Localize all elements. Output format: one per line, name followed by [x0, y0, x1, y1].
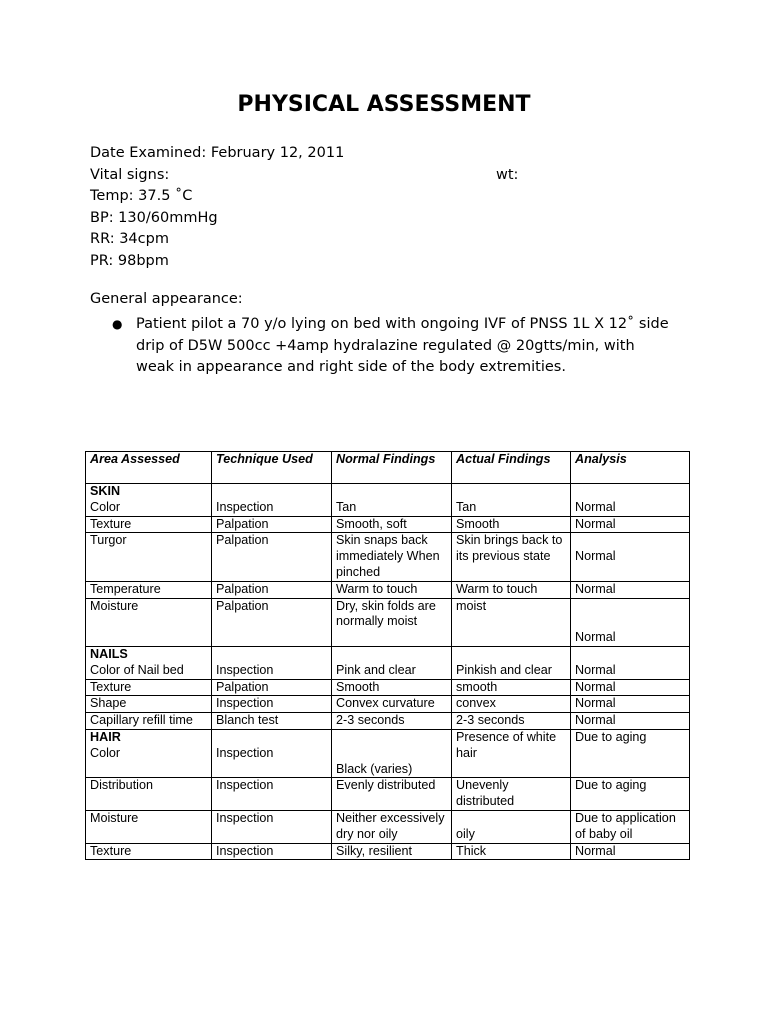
- date-examined: Date Examined: February 12, 2011: [90, 145, 345, 161]
- area-text: Color of Nail bed: [90, 662, 184, 677]
- cell-actual: [452, 516, 571, 533]
- cell-analysis: [571, 778, 690, 811]
- cell-normal: [332, 713, 452, 730]
- normal-text: Evenly distributed: [336, 778, 436, 793]
- cell-technique: [212, 581, 332, 598]
- normal-text: Silky, resilient: [336, 843, 413, 858]
- cell-spacer: [216, 730, 327, 746]
- actual-text: Skin brings back to its previous state: [456, 533, 563, 564]
- cell-technique: [212, 778, 332, 811]
- cell-technique: [212, 843, 332, 860]
- cell-spacer: [575, 599, 685, 615]
- rr-value: RR: 34cpm: [90, 231, 169, 248]
- actual-text: Unevenly distributed: [456, 778, 515, 809]
- cell-analysis: [571, 696, 690, 713]
- actual-text: Tan: [456, 499, 477, 514]
- technique-text: Palpation: [216, 679, 269, 694]
- table-row: [86, 810, 690, 843]
- actual-text: Warm to touch: [456, 581, 538, 596]
- vital-signs-row: [90, 165, 690, 187]
- cell-spacer: [336, 730, 447, 746]
- table-row: [86, 729, 690, 777]
- normal-text: Skin snaps back immediately When pinched: [336, 533, 440, 579]
- technique-text: Inspection: [216, 745, 274, 760]
- cell-area: [86, 484, 212, 517]
- table-row: [86, 713, 690, 730]
- normal-text: Smooth, soft: [336, 516, 407, 531]
- cell-normal: [332, 696, 452, 713]
- actual-text: Thick: [456, 843, 487, 858]
- general-appearance-label: General appearance:: [90, 291, 243, 307]
- area-text: Moisture: [90, 598, 139, 613]
- general-appearance-text: Patient pilot a 70 y/o lying on bed with ongoing IVF of PNSS 1L X 12˚ side drip of D5W 500cc +4amp hydralazine regulated @ 20gtts/min, with weak in appearance and right side of the body extremities.: [136, 316, 669, 376]
- cell-actual: [452, 679, 571, 696]
- table-row: [86, 598, 690, 646]
- analysis-text: Normal: [575, 581, 616, 596]
- area-text: Color: [90, 745, 121, 760]
- cell-actual: [452, 581, 571, 598]
- cell-spacer: [216, 484, 327, 500]
- table-row: [86, 484, 690, 517]
- cell-actual: [452, 484, 571, 517]
- actual-text: convex: [456, 696, 496, 711]
- cell-area: [86, 598, 212, 646]
- technique-text: Blanch test: [216, 713, 279, 728]
- cell-actual: [452, 729, 571, 777]
- area-text: Turgor: [90, 533, 127, 548]
- header-technique-used: Technique Used: [212, 452, 332, 484]
- cell-actual: [452, 713, 571, 730]
- table-row: [86, 843, 690, 860]
- cell-normal: [332, 843, 452, 860]
- cell-actual: [452, 646, 571, 679]
- general-appearance-bullet: [112, 314, 672, 379]
- cell-analysis: [571, 679, 690, 696]
- header-area-assessed: Area Assessed: [86, 452, 212, 484]
- technique-text: Inspection: [216, 662, 274, 677]
- cell-spacer: [575, 614, 685, 630]
- header-analysis: Analysis: [571, 452, 690, 484]
- normal-text: Pink and clear: [336, 662, 416, 677]
- cell-analysis: [571, 516, 690, 533]
- cell-area: [86, 696, 212, 713]
- cell-technique: [212, 533, 332, 581]
- cell-spacer: [575, 533, 685, 549]
- cell-analysis: [571, 598, 690, 646]
- table-row: [86, 778, 690, 811]
- table-body: [86, 484, 690, 860]
- cell-technique: [212, 646, 332, 679]
- actual-text: Pinkish and clear: [456, 662, 552, 677]
- vital-info-block: [90, 143, 690, 273]
- area-text: Distribution: [90, 778, 153, 793]
- technique-text: Palpation: [216, 598, 269, 613]
- table-row: [86, 679, 690, 696]
- table-row: [86, 646, 690, 679]
- analysis-text: Due to aging: [575, 778, 647, 793]
- cell-technique: [212, 729, 332, 777]
- cell-spacer: [575, 484, 685, 500]
- cell-analysis: [571, 729, 690, 777]
- cell-normal: [332, 598, 452, 646]
- analysis-text: Normal: [575, 516, 616, 531]
- cell-technique: [212, 810, 332, 843]
- analysis-text: Normal: [575, 843, 616, 858]
- technique-text: Inspection: [216, 778, 274, 793]
- area-text: Moisture: [90, 810, 139, 825]
- cell-analysis: [571, 484, 690, 517]
- cell-area: [86, 729, 212, 777]
- cell-area: [86, 843, 212, 860]
- weight-label: wt:: [496, 166, 519, 183]
- table-row: [86, 696, 690, 713]
- cell-actual: [452, 533, 571, 581]
- actual-text: Presence of white hair: [456, 729, 557, 760]
- cell-spacer: [336, 746, 447, 762]
- cell-normal: [332, 484, 452, 517]
- table-header-row: [86, 452, 690, 484]
- analysis-text: Due to application of baby oil: [575, 810, 676, 841]
- cell-normal: [332, 679, 452, 696]
- cell-normal: [332, 729, 452, 777]
- cell-technique: [212, 484, 332, 517]
- cell-actual: [452, 598, 571, 646]
- cell-normal: [332, 810, 452, 843]
- technique-text: Inspection: [216, 696, 274, 711]
- technique-text: Inspection: [216, 499, 274, 514]
- cell-spacer: [336, 484, 447, 500]
- normal-text: Smooth: [336, 679, 380, 694]
- cell-area: [86, 679, 212, 696]
- cell-technique: [212, 696, 332, 713]
- technique-text: Palpation: [216, 516, 269, 531]
- section-heading: SKIN: [90, 484, 121, 498]
- section-heading: NAILS: [90, 646, 128, 661]
- cell-area: [86, 516, 212, 533]
- cell-area: [86, 713, 212, 730]
- technique-text: Inspection: [216, 843, 274, 858]
- bullet-icon: ●: [112, 317, 123, 331]
- normal-text: Black (varies): [336, 761, 413, 776]
- cell-area: [86, 810, 212, 843]
- normal-text: 2-3 seconds: [336, 713, 405, 728]
- analysis-text: Normal: [575, 662, 616, 677]
- actual-text: 2-3 seconds: [456, 713, 525, 728]
- normal-text: Convex curvature: [336, 696, 435, 711]
- analysis-text: Normal: [575, 679, 616, 694]
- cell-actual: [452, 843, 571, 860]
- area-text: Temperature: [90, 581, 161, 596]
- actual-text: moist: [456, 598, 487, 613]
- analysis-text: Normal: [575, 499, 616, 514]
- assessment-table: [85, 451, 690, 860]
- normal-text: Dry, skin folds are normally moist: [336, 598, 436, 629]
- cell-actual: [452, 778, 571, 811]
- cell-normal: [332, 646, 452, 679]
- cell-analysis: [571, 810, 690, 843]
- cell-spacer: [456, 484, 566, 500]
- normal-text: Tan: [336, 499, 357, 514]
- technique-text: Inspection: [216, 810, 274, 825]
- area-text: Shape: [90, 696, 127, 711]
- actual-text: Smooth: [456, 516, 500, 531]
- area-text: Texture: [90, 843, 132, 858]
- table-row: [86, 516, 690, 533]
- header-normal-findings: Normal Findings: [332, 452, 452, 484]
- vital-signs-label: Vital signs:: [90, 166, 170, 183]
- analysis-text: Normal: [575, 630, 616, 645]
- bp-value: BP: 130/60mmHg: [90, 209, 218, 226]
- section-heading: HAIR: [90, 729, 121, 744]
- cell-area: [86, 778, 212, 811]
- cell-analysis: [571, 646, 690, 679]
- table-row: [86, 533, 690, 581]
- cell-technique: [212, 679, 332, 696]
- cell-normal: [332, 778, 452, 811]
- cell-analysis: [571, 581, 690, 598]
- cell-normal: [332, 516, 452, 533]
- cell-area: [86, 646, 212, 679]
- cell-spacer: [456, 647, 566, 663]
- cell-actual: [452, 696, 571, 713]
- area-text: Capillary refill time: [90, 713, 193, 728]
- normal-text: Warm to touch: [336, 581, 418, 596]
- cell-spacer: [456, 811, 566, 827]
- analysis-text: Normal: [575, 696, 616, 711]
- temp-value: Temp: 37.5 ˚C: [90, 188, 193, 205]
- cell-technique: [212, 516, 332, 533]
- cell-spacer: [336, 647, 447, 663]
- cell-area: [86, 581, 212, 598]
- cell-spacer: [575, 647, 685, 663]
- area-text: Color: [90, 499, 121, 514]
- analysis-text: Normal: [575, 713, 616, 728]
- area-text: Texture: [90, 516, 132, 531]
- cell-technique: [212, 598, 332, 646]
- header-actual-findings: Actual Findings: [452, 452, 571, 484]
- pr-value: PR: 98bpm: [90, 252, 169, 269]
- cell-analysis: [571, 713, 690, 730]
- area-text: Texture: [90, 679, 132, 694]
- analysis-text: Normal: [575, 549, 616, 564]
- cell-analysis: [571, 843, 690, 860]
- cell-spacer: [216, 647, 327, 663]
- normal-text: Neither excessively dry nor oily: [336, 810, 445, 841]
- cell-actual: [452, 810, 571, 843]
- technique-text: Palpation: [216, 533, 269, 548]
- page-title: PHYSICAL ASSESSMENT: [237, 92, 531, 117]
- technique-text: Palpation: [216, 581, 269, 596]
- actual-text: smooth: [456, 679, 498, 694]
- cell-normal: [332, 581, 452, 598]
- analysis-text: Due to aging: [575, 729, 647, 744]
- table-row: [86, 581, 690, 598]
- cell-normal: [332, 533, 452, 581]
- actual-text: oily: [456, 826, 475, 841]
- cell-area: [86, 533, 212, 581]
- cell-analysis: [571, 533, 690, 581]
- cell-technique: [212, 713, 332, 730]
